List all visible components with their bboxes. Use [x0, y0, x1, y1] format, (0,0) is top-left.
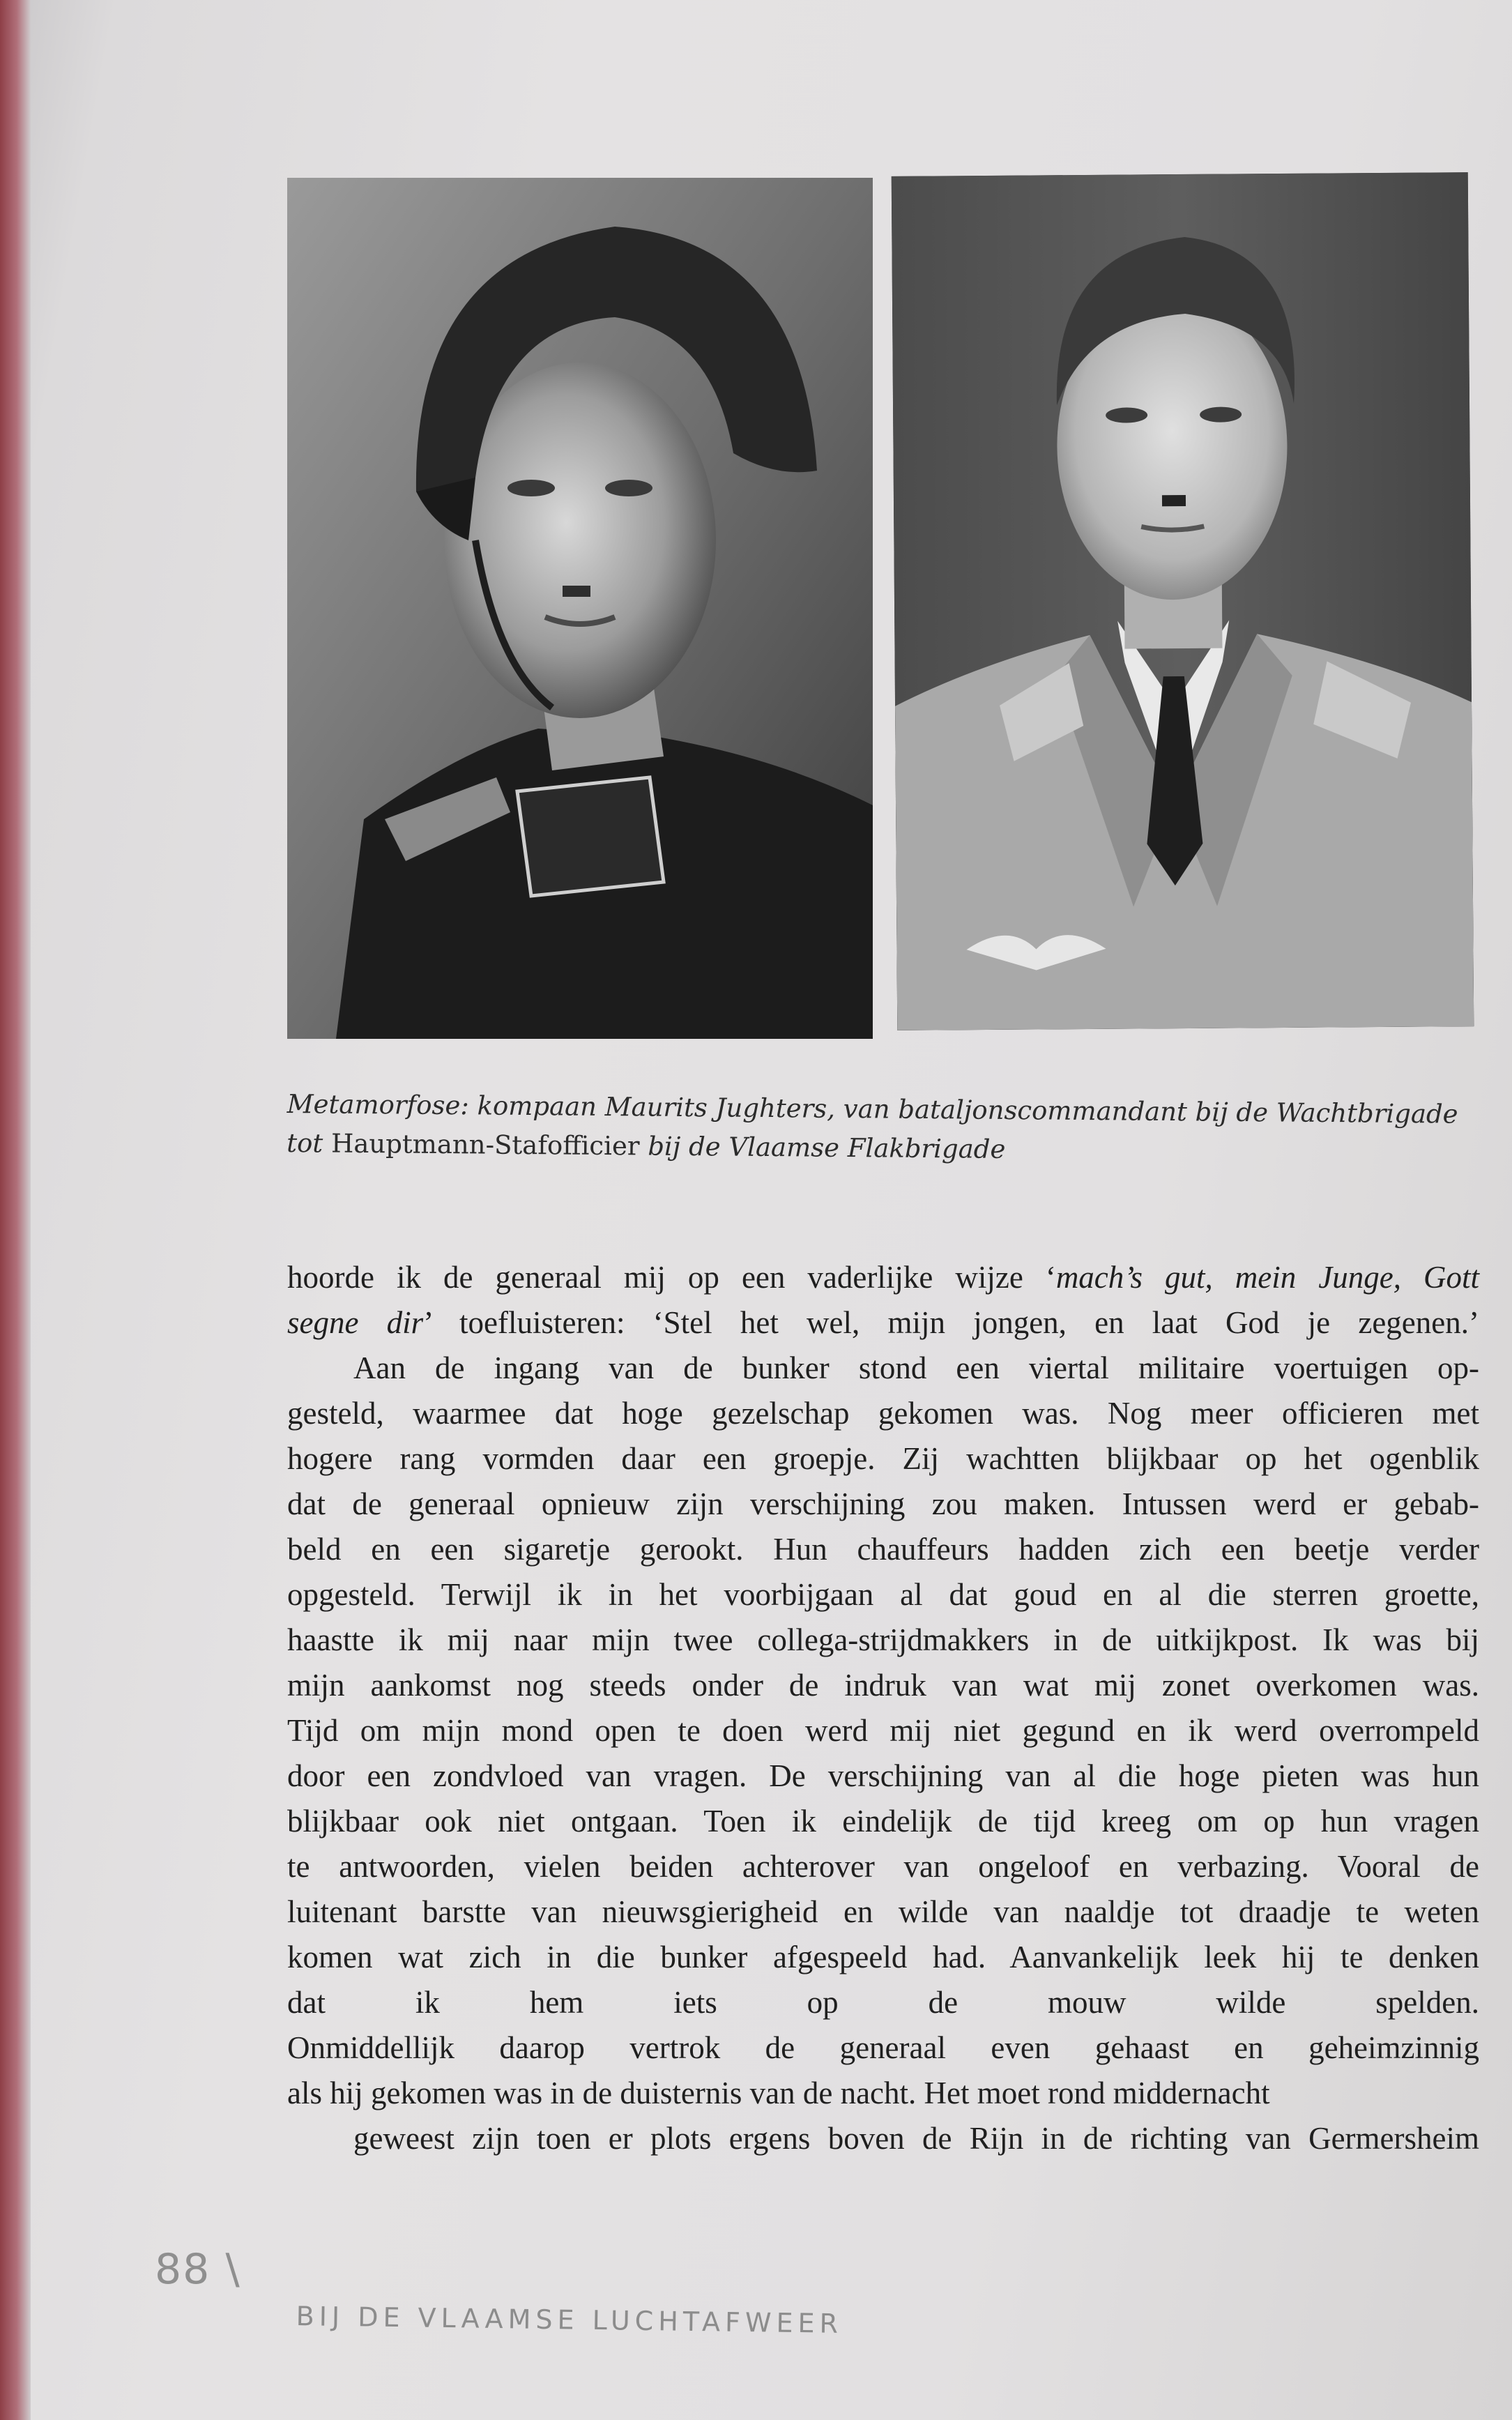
body-line: haastte ik mij naar mijn twee collega-strijdmakkers in de uitkijkpost. Ik was bij	[287, 1622, 1479, 1657]
caption-line-1: Metamorfose: kompaan Maurits Jughters, van bataljonscommandant bij de Wachtbrigade	[287, 1088, 1458, 1129]
body-line: luitenant barstte van nieuwsgierigheid en wilde van naaldje tot draadje te weten	[287, 1894, 1479, 1929]
body-line: geweest zijn toen er plots ergens boven de Rijn in de richting van Germersheim	[353, 2121, 1479, 2156]
body-text	[287, 1255, 1479, 2252]
book-spine	[0, 0, 31, 2420]
body-line	[287, 1255, 1479, 1300]
body-line	[287, 1300, 1479, 1346]
folio-separator: \	[225, 2245, 241, 2294]
photo-officer-uniform	[892, 172, 1474, 1030]
portrait-helmet-illustration	[287, 178, 873, 1039]
body-line: Aan de ingang van de bunker stond een viertal militaire voertuigen op-	[353, 1350, 1479, 1385]
body-line: door een zondvloed van vragen. De verschijning van al die hoge pieten was hun	[287, 1758, 1479, 1793]
body-line: gesteld, waarmee dat hoge gezelschap gekomen was. Nog meer officieren met	[287, 1396, 1479, 1431]
german-quote-end: segne dir	[287, 1305, 424, 1340]
body-line: als hij gekomen was in de duisternis van de nacht. Het moet rond middernacht	[287, 2076, 1270, 2110]
body-text-run: ’ toefluisteren: ‘Stel het wel, mijn jongen, en laat God je zegenen.’	[423, 1305, 1479, 1340]
caption-prefix: tot	[287, 1127, 323, 1159]
body-line	[287, 2161, 1479, 2207]
caption-suffix: bij de Vlaamse Flakbrigade	[648, 1131, 1006, 1164]
german-quote: mach’s gut, mein Junge, Gott	[1055, 1260, 1479, 1295]
running-head: BIJ DE VLAAMSE LUCHTAFWEER	[296, 2301, 843, 2339]
page-number-value: 88	[155, 2245, 211, 2294]
body-text-run: hoorde ik de generaal mij op een vaderlijke wijze ‘	[287, 1260, 1056, 1295]
body-line: dat de generaal opnieuw zijn verschijning zou maken. Intussen werd er gebab-	[287, 1486, 1479, 1521]
caption-upright-term: Hauptmann-Stafofficier	[330, 1128, 640, 1162]
body-line: hogere rang vormden daar een groepje. Zij wachtten blijkbaar op het ogenblik	[287, 1441, 1479, 1476]
body-line: Tijd om mijn mond open te doen werd mij niet gegund en ik werd overrompeld	[287, 1713, 1479, 1748]
photo-soldier-helmet	[287, 178, 873, 1039]
body-line: komen wat zich in die bunker afgespeeld had. Aanvankelijk leek hij te denken	[287, 1940, 1479, 1974]
portrait-officer-illustration	[892, 172, 1474, 1030]
body-line: te antwoorden, vielen beiden achterover van ongeloof en verbazing. Vooral de	[287, 1849, 1479, 1884]
body-line: opgesteld. Terwijl ik in het voorbijgaan al dat goud en al die sterren groette,	[287, 1577, 1479, 1612]
body-line: blijkbaar ook niet ontgaan. Toen ik eindelijk de tijd kreeg om op hun vragen	[287, 1804, 1479, 1839]
body-line: mijn aankomst nog steeds onder de indruk van wat mij zonet overkomen was.	[287, 1668, 1479, 1703]
body-line	[287, 2207, 1479, 2252]
body-line: beld en een sigaretje gerookt. Hun chauffeurs hadden zich een beetje verder	[287, 1532, 1479, 1567]
body-line: dat ik hem iets op de mouw wilde spelden.	[287, 1985, 1479, 2020]
photo-caption	[287, 1085, 1486, 1173]
body-line: Onmiddellijk daarop vertrok de generaal even gehaast en geheimzinnig	[287, 2030, 1479, 2065]
page-number	[155, 2245, 241, 2294]
